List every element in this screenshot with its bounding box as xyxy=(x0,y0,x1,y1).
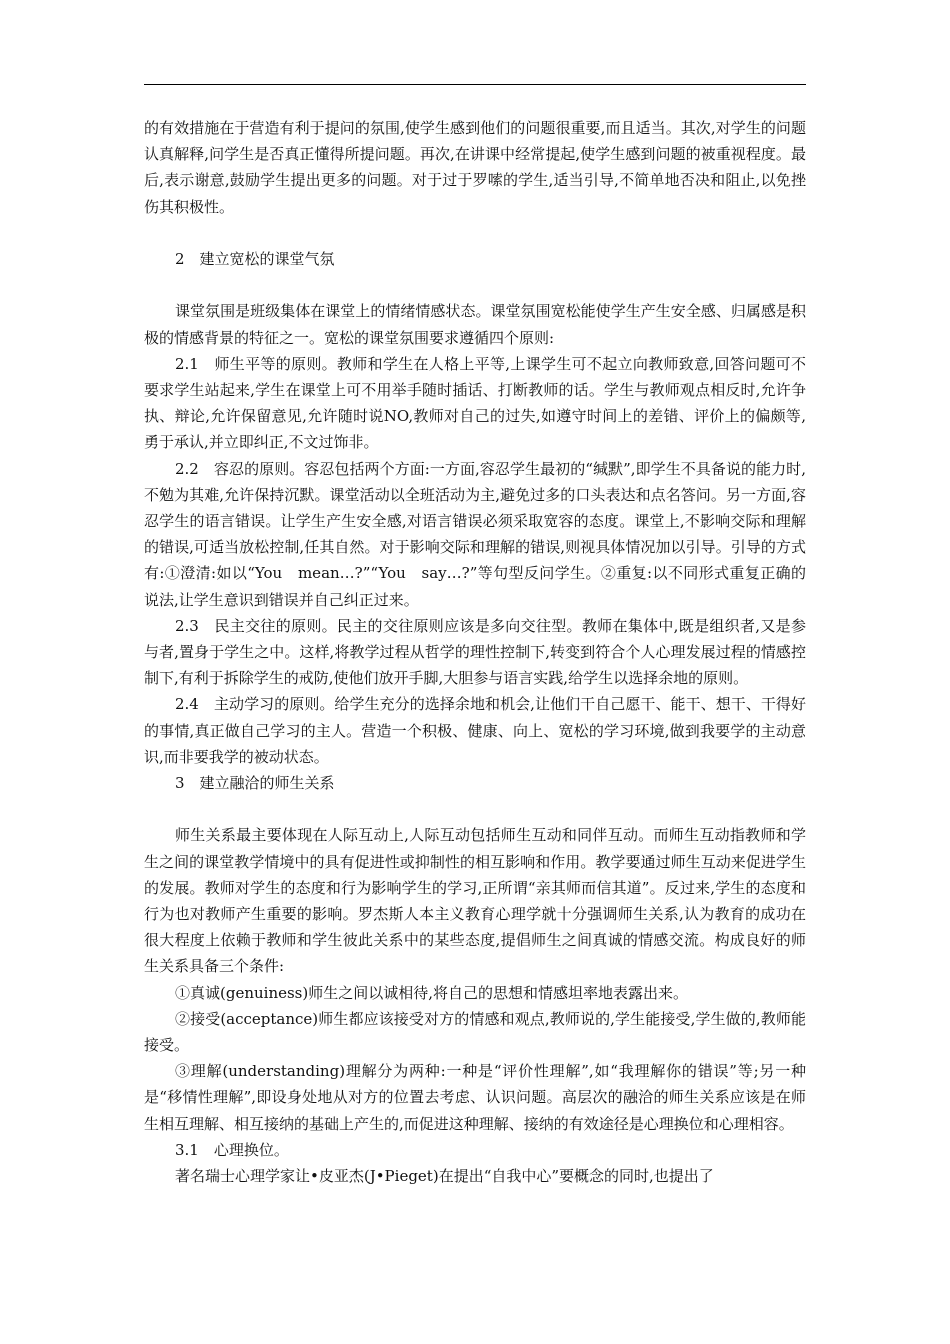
paragraph: 2.1 师生平等的原则。教师和学生在人格上平等,上课学生可不起立向教师致意,回答问题可不要求学生站起来,学生在课堂上可不用举手随时插话、打断教师的话。学生与教师观点相反时,允许争执、辩论,允许保留意见,允许随时说NO,教师对自己的过失,如遵守时间上的差错、评价上的偏颇等,勇于承认,并立即纠正,不文过饰非。 xyxy=(144,354,806,452)
paragraph: 的有效措施在于营造有利于提问的氛围,使学生感到他们的问题很重要,而且适当。其次,对学生的问题认真解释,问学生是否真正懂得所提问题。再次,在讲课中经常提起,使学生感到问题的被重视程度。最后,表示谢意,鼓励学生提出更多的问题。对于过于罗嗦的学生,适当引导,不简单地否决和阻止,以免挫伤其积极性。 xyxy=(144,119,806,216)
section-heading: 2 建立宽松的课堂气氛 xyxy=(175,250,335,268)
paragraph: ③理解(understanding)理解分为两种:一种是“评价性理解”,如“我理解你的错误”等;另一种是“移情性理解”,即设身处地从对方的位置去考虑、认识问题。高层次的融洽的师生关系应该是在师生相互理解、相互接纳的基础上产生的,而促进这种理解、接纳的有效途径是心理换位和心理相容。 xyxy=(144,1062,806,1133)
paragraph: 2.4 主动学习的原则。给学生充分的选择余地和机会,让他们干自己愿干、能干、想干、干得好的事情,真正做自己学习的主人。营造一个积极、健康、向上、宽松的学习环境,做到我要学的主动意识,而非要我学的被动状态。 xyxy=(144,695,806,766)
paragraph: ②接受(acceptance)师生都应该接受对方的情感和观点,教师说的,学生能接受,学生做的,教师能接受。 xyxy=(144,1009,806,1055)
paragraph-gap xyxy=(144,220,806,246)
paragraph: 课堂氛围是班级集体在课堂上的情绪情感状态。课堂氛围宽松能使学生产生安全感、归属感是积极的情感背景的特征之一。宽松的课堂氛围要求遵循四个原则: xyxy=(144,302,806,347)
paragraph: 师生关系最主要体现在人际互动上,人际互动包括师生互动和同伴互动。而师生互动指教师和学生之间的课堂教学情境中的具有促进性或抑制性的相互影响和作用。教学要通过师生互动来促进学生的发展。教师对学生的态度和行为影响学生的学习,正所谓“亲其师而信其道”。反过来,学生的态度和行为也对教师产生重要的影响。罗杰斯人本主义教育心理学就十分强调师生关系,认为教育的成功在很大程度上依赖于教师和学生彼此关系中的某些态度,提倡师生之间真诚的情感交流。构成良好的师生关系具备三个条件: xyxy=(144,826,806,976)
header-rule xyxy=(144,84,806,85)
paragraph: ①真诚(genuiness)师生之间以诚相待,将自己的思想和情感坦率地表露出来。 xyxy=(175,983,689,1002)
paragraph-gap xyxy=(144,272,806,298)
section-heading: 3 建立融洽的师生关系 xyxy=(175,774,335,793)
paragraph-gap xyxy=(144,796,806,822)
paragraph: 2.2 容忍的原则。容忍包括两个方面:一方面,容忍学生最初的“缄默”,即学生不具备说的能力时,不勉为其难,允许保持沉默。课堂活动以全班活动为主,避免过多的口头表达和点名答问。另一方面,容忍学生的语言错误。让学生产生安全感,对语言错误必须采取宽容的态度。课堂上,不影响交际和理解的错误,可适当放松控制,任其自然。对于影响交际和理解的错误,则视具体情况加以引导。引导的方式有:①澄清:如以“You mean…?”“You say…?”等句型反问学生。②重复:以不同形式重复正确的说法,让学生意识到错误并自己纠正过来。 xyxy=(144,459,806,609)
body-text xyxy=(144,115,806,1189)
paragraph: 3.1 心理换位。 xyxy=(175,1140,289,1159)
paragraph: 2.3 民主交往的原则。民主的交往原则应该是多向交往型。教师在集体中,既是组织者,又是参与者,置身于学生之中。这样,将教学过程从哲学的理性控制下,转变到符合个人心理发展过程的情感控制下,有利于拆除学生的戒防,使他们放开手脚,大胆参与语言实践,给学生以选择余地的原则。 xyxy=(144,616,806,688)
paragraph: 著名瑞士心理学家让•皮亚杰(J•Pieget)在提出“自我中心”要概念的同时,也提出了 xyxy=(175,1167,714,1186)
